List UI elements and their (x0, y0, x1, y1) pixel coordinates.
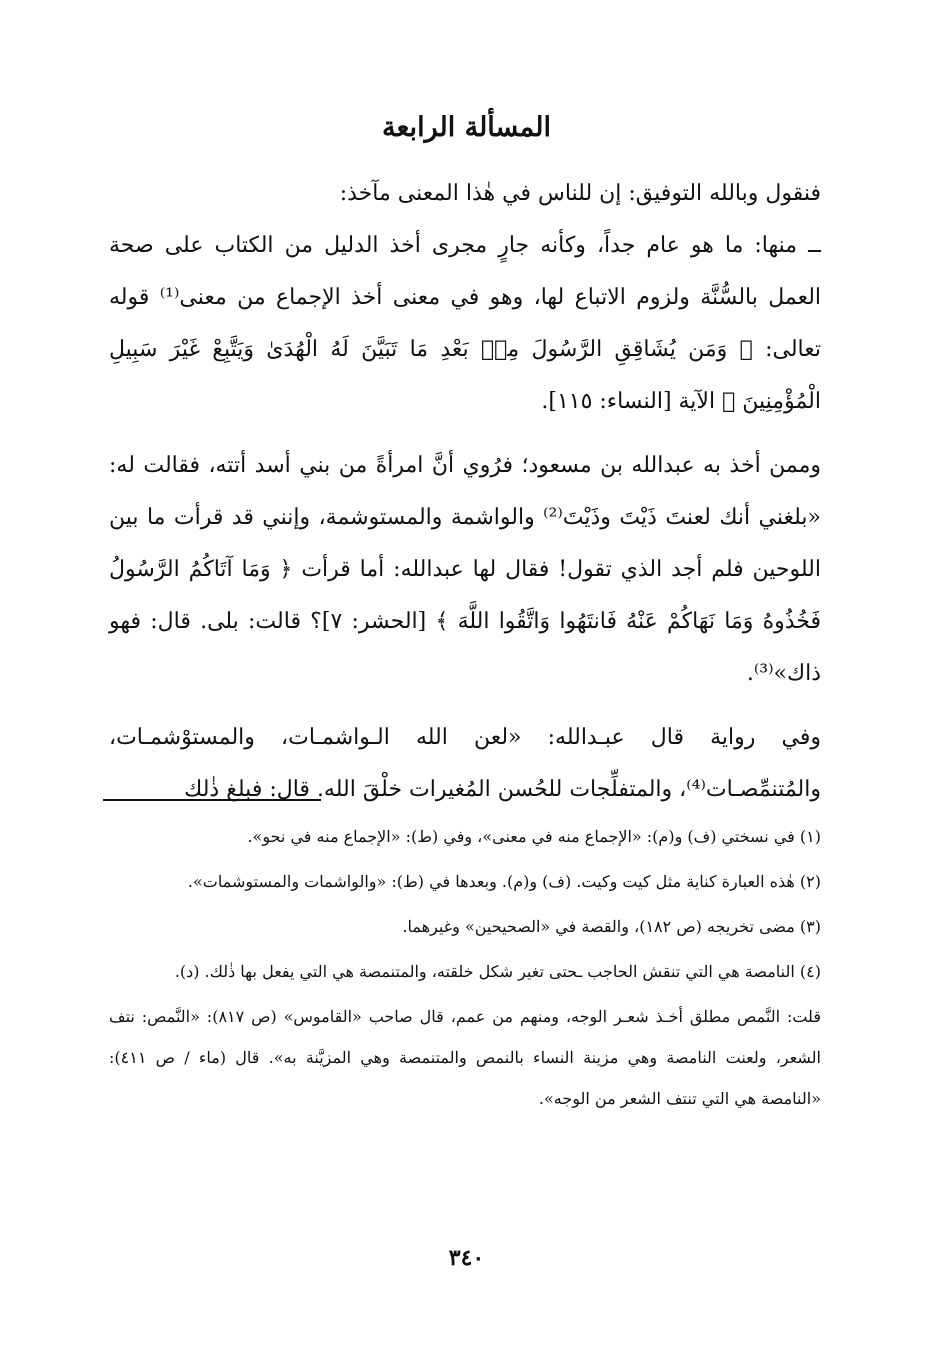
footnote-1: (١) في نسختي (ف) و(م): «الإجماع منه في معنى»، وفي (ط): «الإجماع منه في نحو». (247, 827, 821, 846)
section-title: المسألة الرابعة (382, 112, 551, 143)
main-text (109, 168, 821, 816)
paragraph-ibn-masud: وممن أخذ به عبدالله بن مسعود؛ فرُوي أنَّ امرأةً من بني أسد أتته، فقالت له: «بلغني أنك لعنتَ ذَيْتَ وذَيْتَ⁽²⁾ والواشمة والمستوشمة، وإنني قد قرأت ما بين اللوحين فلم أجد الذي تقول! فقال لها عبدالله: أما قرأت ﴿ وَمَا آتَاكُمُ الرَّسُولُ فَخُذُوهُ وَمَا نَهَاكُمْ عَنْهُ فَانتَهُوا وَاتَّقُوا اللَّهَ ﴾ [الحشر: ٧]؟ قالت: بلى. قال: فهو ذاك»⁽³⁾. (109, 453, 822, 686)
intro-paragraph: فنقول وبالله التوفيق: إن للناس في هٰذا المعنى مآخذ: (339, 181, 821, 206)
paragraph-first-source: ــ منها: ما هو عام جداً، وكأنه جارٍ مجرى أخذ الدليل من الكتاب على صحة العمل بالسُّنَّة ولزوم الاتباع لها، وهو في معنى أخذ الإجماع من معنى⁽¹⁾ قوله تعالى: ﴿ وَمَن يُشَاقِقِ الرَّسُولَ مِنۢ بَعْدِ مَا تَبَيَّنَ لَهُ الْهُدَىٰ وَيَتَّبِعْ غَيْرَ سَبِيلِ الْمُؤْمِنِينَ ﴾ الآية [النساء: ١١٥]. (109, 233, 822, 414)
paragraph-narration: وفي رواية قال عبـدالله: «لعن الله الـواشمـات، والمستوْشمـات، والمُتنمِّصـات⁽⁴⁾، والمتفلِّجات للحُسن المُغيرات خلْقَ الله. قال: فبلغ ذٰلك (109, 725, 821, 802)
footnote-4: (٤) النامصة هي التي تنقش الحاجب ـحتى تغير شكل خلقته، والمتنمصة هي التي يفعل بها ذٰلك. (د). (174, 962, 821, 981)
page-number: ٣٤٠ (448, 1245, 485, 1271)
footnote-comment: قلت: النَّمص مطلق أخـذ شعـر الوجه، ومنهم من عمم، قال صاحب «القاموس» (ص ٨١٧): «النَّمص: نتف الشعر، ولعنت النامصة وهي مزينة النساء بالنمص والمتنمصة وهي المزيَّنة به». قال (ماء / ص ٤١١): «النامصة هي التي تنتف الشعر من الوجه». (109, 1007, 821, 1108)
footnote-3: (٣) مضى تخريجه (ص ١٨٢)، والقصة في «الصحيحين» وغيرهما. (402, 917, 821, 936)
footnote-separator (103, 799, 321, 801)
footnote-2: (٢) هٰذه العبارة كناية مثل كيت وكيت. (ف) و(م). وبعدها في (ط): «والواشمات والمستوشمات». (187, 872, 821, 891)
footnotes (109, 816, 821, 1123)
